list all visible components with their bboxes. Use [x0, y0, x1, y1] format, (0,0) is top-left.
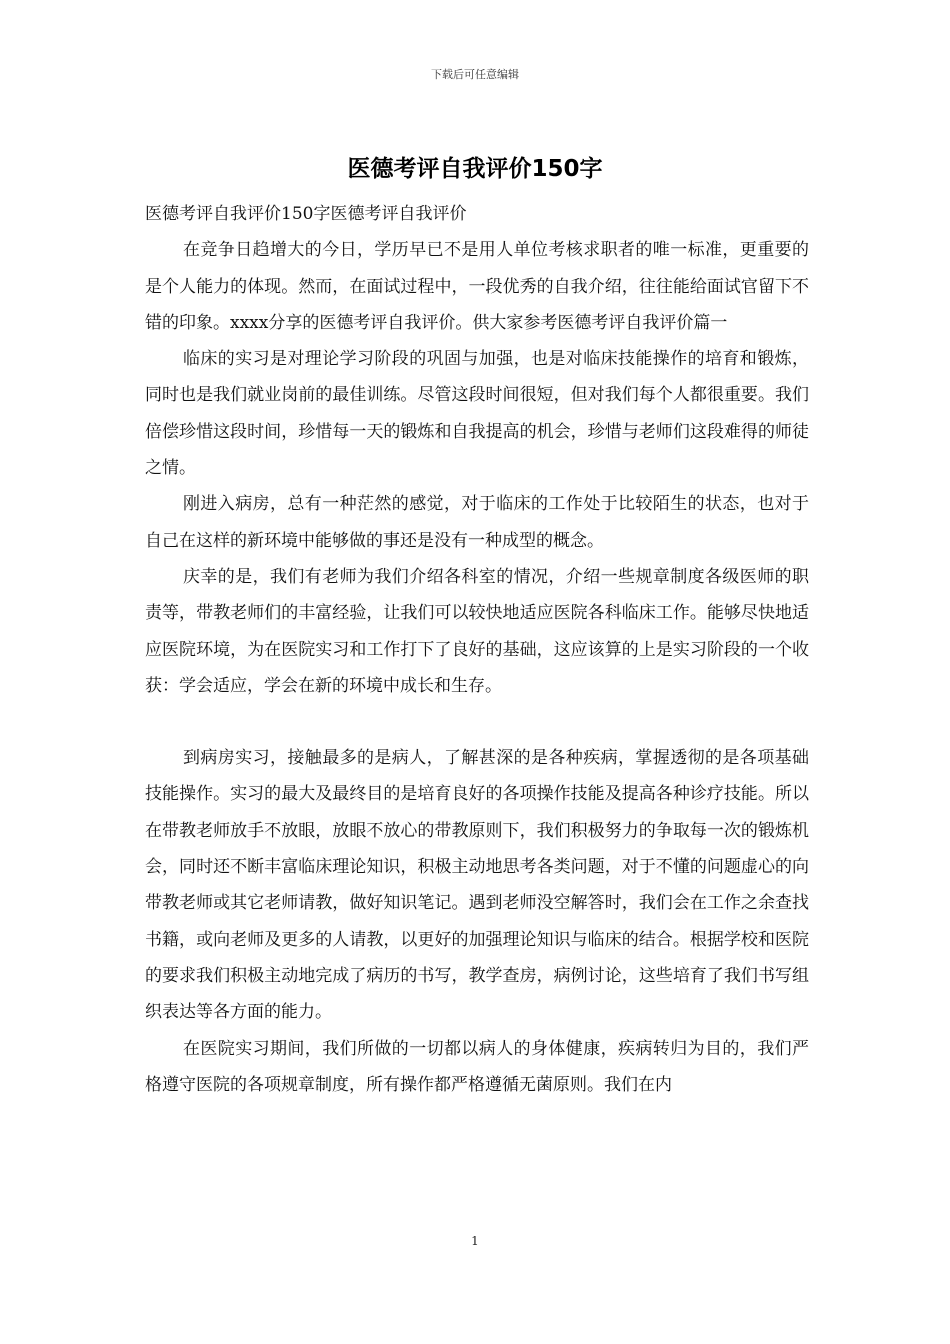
paragraph: 在医院实习期间，我们所做的一切都以病人的身体健康，疾病转归为目的，我们严格遵守医院的各项规章制度，所有操作都严格遵循无菌原则。我们在内	[145, 1038, 809, 1095]
subtitle-line: 医德考评自我评价150字医德考评自我评价	[145, 204, 467, 224]
paragraph: 刚进入病房，总有一种茫然的感觉，对于临床的工作处于比较陌生的状态，也对于自己在这样的新环境中能够做的事还是没有一种成型的概念。	[145, 494, 809, 551]
paragraph: 临床的实习是对理论学习阶段的巩固与加强，也是对临床技能操作的培育和锻炼，同时也是我们就业岗前的最佳训练。尽管这段时间很短，但对我们每个人都很重要。我们倍偿珍惜这段时间，珍惜每一天的锻炼和自我提高的机会，珍惜与老师们这段难得的师徒之情。	[145, 349, 809, 479]
page-header-note: 下载后可任意编辑	[431, 68, 519, 81]
page-number: 1	[471, 1234, 479, 1248]
paragraph: 到病房实习，接触最多的是病人，了解甚深的是各种疾病，掌握透彻的是各项基础技能操作。实习的最大及最终目的是培育良好的各项操作技能及提高各种诊疗技能。所以在带教老师放手不放眼，放眼不放心的带教原则下，我们积极努力的争取每一次的锻炼机会，同时还不断丰富临床理论知识，积极主动地思考各类问题，对于不懂的问题虚心的向带教老师或其它老师请教，做好知识笔记。遇到老师没空解答时，我们会在工作之余查找书籍，或向老师及更多的人请教，以更好的加强理论知识与临床的结合。根据学校和医院的要求我们积极主动地完成了病历的书写，教学查房，病例讨论，这些培育了我们书写组织表达等各方面的能力。	[145, 748, 809, 1023]
document-body	[145, 196, 809, 1103]
paragraph: 在竞争日趋增大的今日，学历早已不是用人单位考核求职者的唯一标准，更重要的是个人能力的体现。然而，在面试过程中，一段优秀的自我介绍，往往能给面试官留下不错的印象。xxxx分享的医德考评自我评价。供大家参考医德考评自我评价篇一	[145, 240, 809, 333]
paragraph: 庆幸的是，我们有老师为我们介绍各科室的情况，介绍一些规章制度各级医师的职责等，带教老师们的丰富经验，让我们可以较快地适应医院各科临床工作。能够尽快地适应医院环境，为在医院实习和工作打下了良好的基础，这应该算的上是实习阶段的一个收获：学会适应，学会在新的环境中成长和生存。	[145, 566, 809, 696]
paragraph-gap	[145, 704, 809, 740]
document-title: 医德考评自我评价150字	[347, 156, 603, 182]
